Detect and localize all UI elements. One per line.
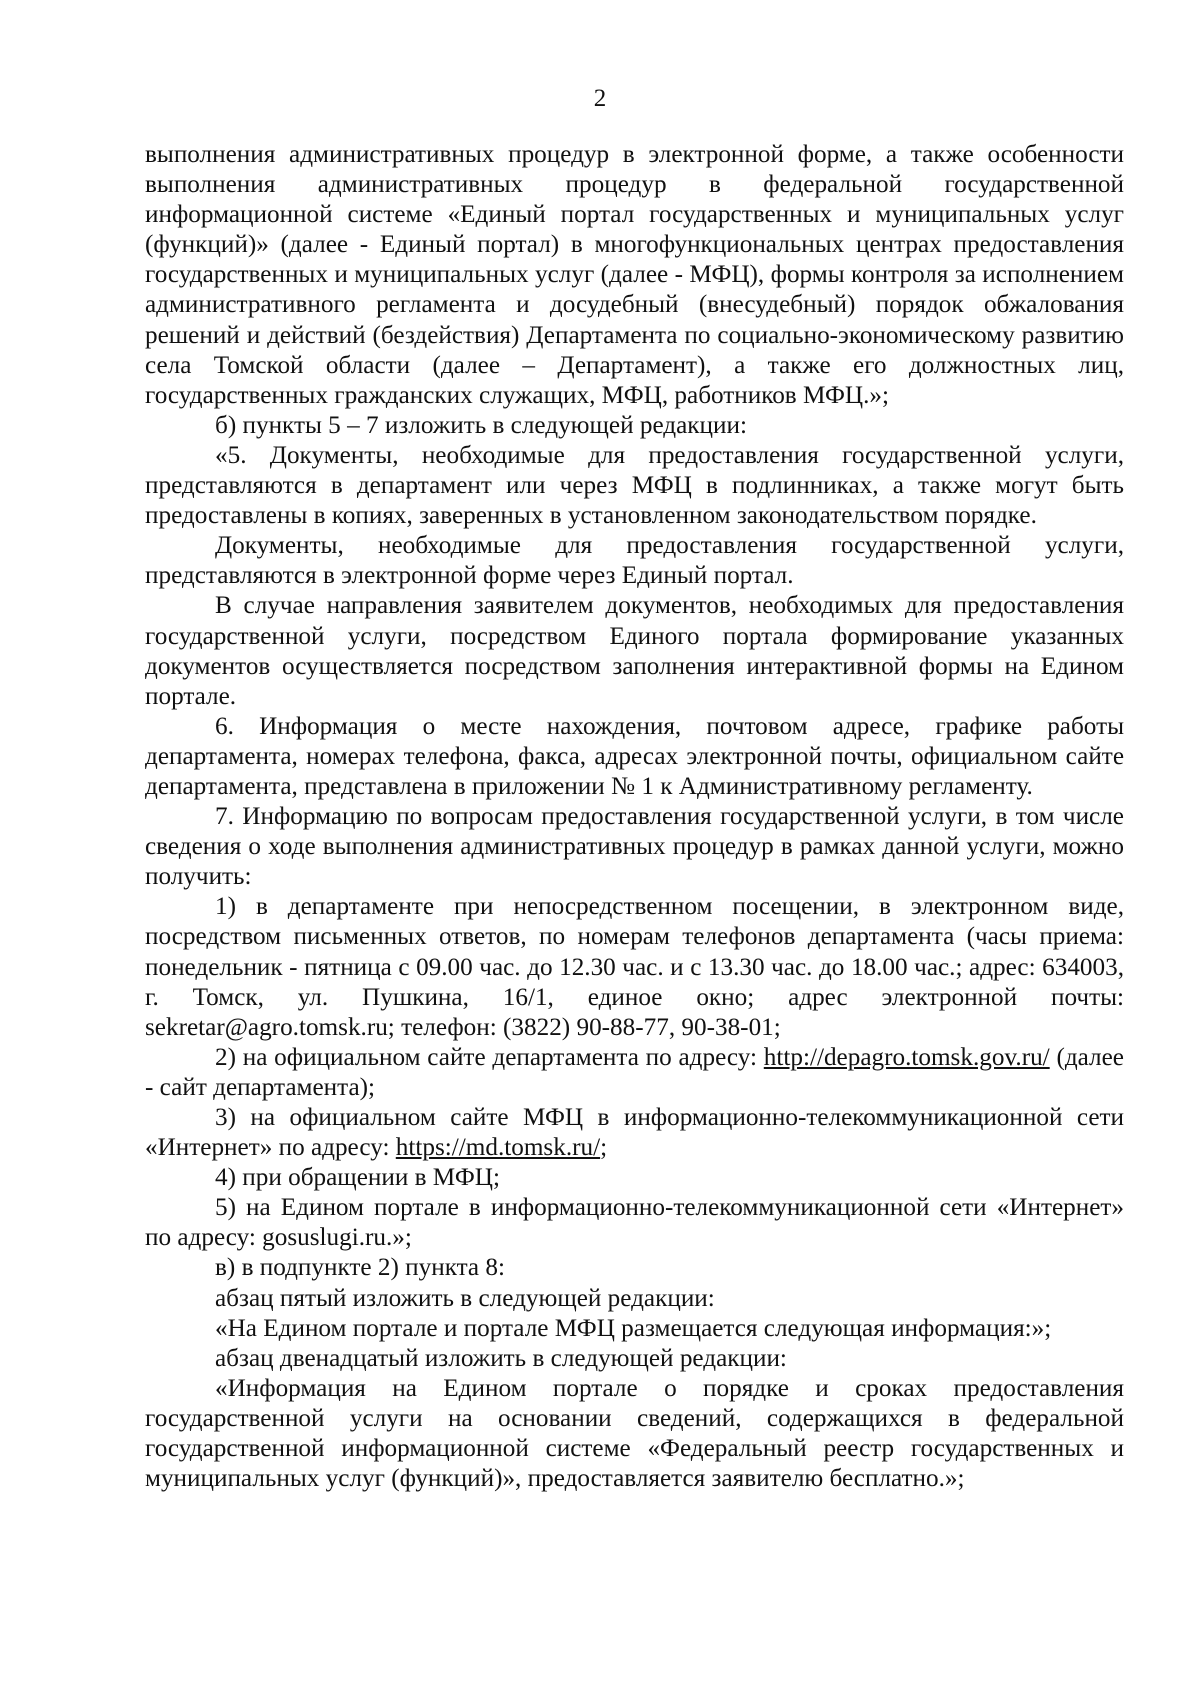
paragraph-subitem-1: 1) в департаменте при непосредственном посещении, в электронном виде, посредством письменных ответов, по номерам телефонов департамента (часы приема: понедельник - пятница с 09.00 час. до 12.30 час. и с 13.30 час. до 18.00 час.; адрес: 634003, г. Томск, ул. Пушкина, 16/1, единое окно; адрес электронной почты: sekretar@agro.tomsk.ru; телефон: (3822) 90-88-77, 90-38-01; [145, 893, 1124, 1041]
paragraph-electronic-docs: Документы, необходимые для предоставления государственной услуги, представляются в электронной форме через Единый портал. [145, 532, 1124, 590]
paragraph-subitem-5: 5) на Едином портале в информационно-телекоммуникационной сети «Интернет» по адресу: gosuslugi.ru.»; [145, 1194, 1124, 1252]
paragraph-fifth-abzac-text: «На Едином портале и портале МФЦ размещается следующая информация:»; [215, 1314, 1052, 1342]
paragraph-twelfth-abzac: абзац двенадцатый изложить в следующей редакции: [215, 1344, 787, 1372]
paragraph-b: б) пункты 5 – 7 изложить в следующей редакции: [215, 411, 747, 439]
paragraph-item-7: 7. Информацию по вопросам предоставления государственной услуги, в том числе сведения о ходе выполнения административных процедур в рамках данной услуги, можно получить: [145, 803, 1124, 891]
paragraph-portal-form: В случае направления заявителем документов, необходимых для предоставления государственной услуги, посредством Единого портала формирование указанных документов осуществляется посредством заполнения интерактивной формы на Едином портале. [145, 592, 1124, 710]
paragraph-fifth-abzac: абзац пятый изложить в следующей редакции: [215, 1284, 715, 1312]
paragraph-subitem-3 [145, 1103, 1124, 1163]
page-number: 2 [593, 85, 607, 112]
paragraph-item-6: 6. Информация о месте нахождения, почтовом адресе, графике работы департамента, номерах телефона, факса, адресах электронной почты, официальном сайте департамента, представлена в приложении № 1 к Административному регламенту. [145, 712, 1124, 800]
paragraph-continuation: выполнения административных процедур в электронной форме, а также особенности выполнения административных процедур в федеральной государственной информационной системе «Единый портал государственных и муниципальных услуг (функций)» (далее - Единый портал) в многофункциональных центрах предоставления государственных и муниципальных услуг (далее - МФЦ), формы контроля за исполнением административного регламента и досудебный (внесудебный) порядок обжалования решений и действий (бездействия) Департамента по социально-экономическому развитию села Томской области (далее – Департамент), а также его должностных лиц, государственных гражданских служащих, МФЦ, работников МФЦ.»; [145, 141, 1124, 409]
department-site-link[interactable]: http://depagro.tomsk.gov.ru/ [763, 1043, 1050, 1071]
subitem-2-text: 2) на официальном сайте департамента по адресу: [215, 1043, 764, 1071]
paragraph-v: в) в подпункте 2) пункта 8: [215, 1254, 505, 1282]
subitem-3-text: 3) на официальном сайте МФЦ в информационно-телекоммуникационной сети «Интернет» по адресу: [145, 1104, 1124, 1162]
paragraph-twelfth-abzac-text: «Информация на Едином портале о порядке и сроках предоставления государственной услуги на основании сведений, содержащихся в федеральной государственной информационной системе «Федеральный реестр государственных и муниципальных услуг (функций)», предоставляется заявителю бесплатно.»; [145, 1374, 1124, 1493]
paragraph-item-5: «5. Документы, необходимые для предоставления государственной услуги, представляются в департамент или через МФЦ в подлинниках, а также могут быть предоставлены в копиях, заверенных в установленном законодательством порядке. [145, 441, 1124, 530]
subitem-2-tail: (далее - сайт департамента); [145, 1043, 1124, 1101]
paragraph-subitem-2 [145, 1043, 1124, 1103]
subitem-3-tail: ; [600, 1134, 608, 1162]
mfc-site-link[interactable]: https://md.tomsk.ru/ [395, 1134, 601, 1162]
paragraph-subitem-4: 4) при обращении в МФЦ; [215, 1164, 500, 1192]
document-body [145, 140, 1124, 1494]
